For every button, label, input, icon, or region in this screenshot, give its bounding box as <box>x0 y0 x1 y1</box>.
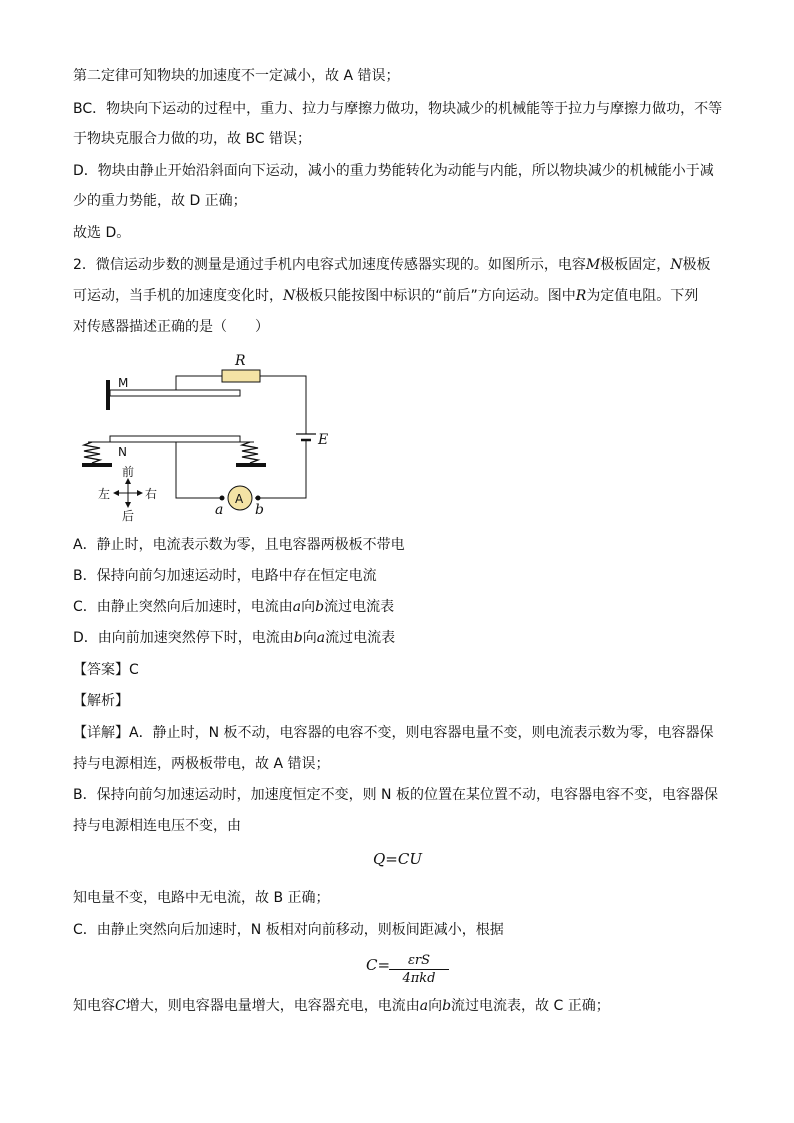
capacitor-sensor-circuit-diagram <box>80 350 340 522</box>
left-spring <box>84 442 100 463</box>
option-a: A．静止时，电流表示数为零，且电容器两极板不带电 <box>73 537 405 553</box>
detail-line-6: C．由静止突然向后加速时，N 板相对向前移动，则板间距减小，根据 <box>73 922 504 938</box>
prev-solution-line-4: D．物块由静止开始沿斜面向下运动，减小的重力势能转化为动能与内能，所以物块减少的机械能小于减 <box>73 163 714 179</box>
n-plate <box>110 436 240 442</box>
right-spring-base <box>236 463 266 467</box>
prev-solution-line-1: 第二定律可知物块的加速度不一定减小，故 A 错误； <box>73 68 400 84</box>
label-left: 左 <box>98 487 111 501</box>
formula-capacitance-lhs: C= <box>366 956 391 974</box>
formula-capacitance-fraction <box>389 953 449 986</box>
formula-numerator: εrS <box>389 953 449 970</box>
option-d: D．由向前加速突然停下时，电流由b向a流过电流表 <box>73 630 396 646</box>
formula-q-cu: Q=CU <box>373 850 422 868</box>
detail-line-5: 知电量不变，电路中无电流，故 B 正确； <box>73 890 330 906</box>
label-right: 右 <box>145 487 158 501</box>
label-n: N <box>118 445 127 459</box>
terminal-b <box>256 496 261 501</box>
label-b: b <box>255 502 264 518</box>
analysis-label: 【解析】 <box>73 693 129 709</box>
label-m: M <box>118 376 129 390</box>
answer-line: 【答案】C <box>73 662 139 678</box>
resistor-r <box>222 370 260 382</box>
label-e: E <box>318 432 329 448</box>
question-2-line-1: 2．微信运动步数的测量是通过手机内电容式加速度传感器实现的。如图所示，电容M极板固定，N极板 <box>73 257 711 273</box>
wire-battery-to-ammeter <box>255 440 306 498</box>
prev-solution-line-3: 于物块克服合力做的功，故 BC 错误； <box>73 131 312 147</box>
right-spring <box>242 442 258 463</box>
question-2-line-3: 对传感器描述正确的是（ ） <box>73 319 269 335</box>
label-r: R <box>235 353 246 369</box>
label-back: 后 <box>122 509 135 522</box>
option-c: C．由静止突然向后加速时，电流由a向b流过电流表 <box>73 599 395 615</box>
direction-arrows-icon <box>113 478 143 508</box>
option-b: B．保持向前匀加速运动时，电路中存在恒定电流 <box>73 568 377 584</box>
detail-line-4: 持与电源相连电压不变，由 <box>73 818 241 834</box>
label-a: a <box>215 502 224 518</box>
ammeter-label: A <box>235 492 244 506</box>
m-plate-mount <box>106 380 110 410</box>
prev-solution-line-2: BC．物块向下运动的过程中，重力、拉力与摩擦力做功，物块减少的机械能等于拉力与摩擦力做功，不等 <box>73 101 723 117</box>
prev-solution-line-6: 故选 D。 <box>73 225 131 241</box>
m-plate <box>110 390 240 396</box>
wire-m-to-r <box>176 376 222 390</box>
detail-line-7: 知电容C增大，则电容器电量增大，电容器充电，电流由a向b流过电流表，故 C 正确； <box>73 998 610 1014</box>
wire-ammeter-to-n <box>176 442 222 498</box>
detail-line-3: B．保持向前匀加速运动时，加速度恒定不变，则 N 板的位置在某位置不动，电容器电容不变，电容器保 <box>73 787 718 803</box>
prev-solution-line-5: 少的重力势能，故 D 正确； <box>73 193 247 209</box>
wire-r-to-battery <box>260 376 306 434</box>
label-front: 前 <box>122 465 135 479</box>
left-spring-base <box>82 463 112 467</box>
question-2-line-2: 可运动，当手机的加速度变化时，N极板只能按图中标识的“前后”方向运动。图中R为定值电阻。下列 <box>73 288 699 304</box>
formula-denominator: 4πkd <box>402 971 436 986</box>
detail-line-2: 持与电源相连，两极板带电，故 A 错误； <box>73 756 330 772</box>
detail-line-1: 【详解】A．静止时，N 板不动，电容器的电容不变，则电容器电量不变，则电流表示数为零，电容器保 <box>73 725 714 741</box>
